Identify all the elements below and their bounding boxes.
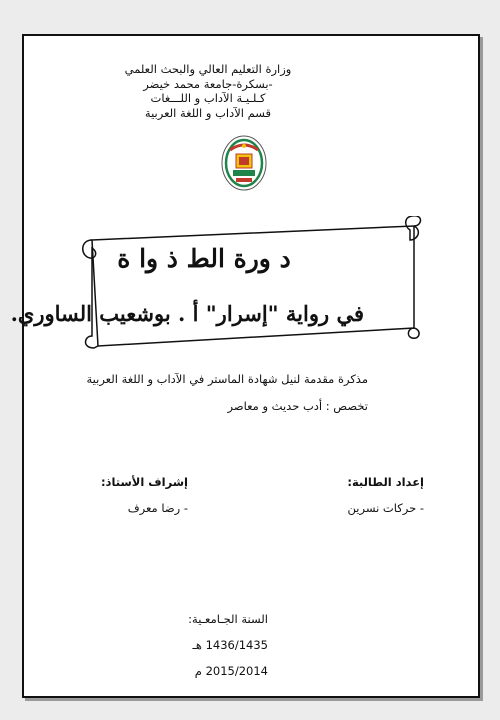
institution-header — [88, 62, 328, 120]
title-scroll-banner — [78, 216, 424, 351]
student-label: إعداد الطالبة: — [347, 475, 424, 489]
academic-year-label: السنة الجـامعـية: — [188, 612, 268, 626]
thesis-title-line-2: في رواية "إسرار" أ . بوشعيب الساوري. — [10, 301, 364, 326]
submission-purpose: مذكرة مقدمة لنيل شهادة الماستر في الآداب و اللغة العربية — [86, 372, 368, 386]
ministry-name: وزارة التعليم العالي والبحث العلمي — [124, 62, 292, 76]
university-name: -بسكرة-جامعة محمد خيضر — [143, 76, 273, 91]
department-name: قسم الآداب و اللغة العربية — [144, 105, 272, 120]
supervisor-block — [68, 469, 188, 521]
specialty: تخصص : أدب حديث و معاصر — [227, 399, 368, 413]
submission-info — [68, 366, 368, 420]
supervisor-name: - رضا معرف — [127, 501, 188, 515]
academic-year-hijri: 1436/1435 هـ — [192, 638, 268, 652]
academic-year-block — [168, 606, 268, 684]
student-block — [304, 469, 424, 521]
faculty-name: كـلـيـة الآداب و اللـــغات — [150, 91, 266, 105]
university-emblem-icon — [220, 134, 268, 192]
cover-page — [10, 34, 480, 698]
academic-year-gregorian: 2015/2014 م — [194, 664, 268, 678]
student-name: - حركات نسرين — [347, 501, 424, 515]
supervisor-label: إشراف الأستاذ: — [100, 475, 188, 489]
thesis-title-line-1: د ورة الط ذ وا ة — [117, 244, 291, 273]
